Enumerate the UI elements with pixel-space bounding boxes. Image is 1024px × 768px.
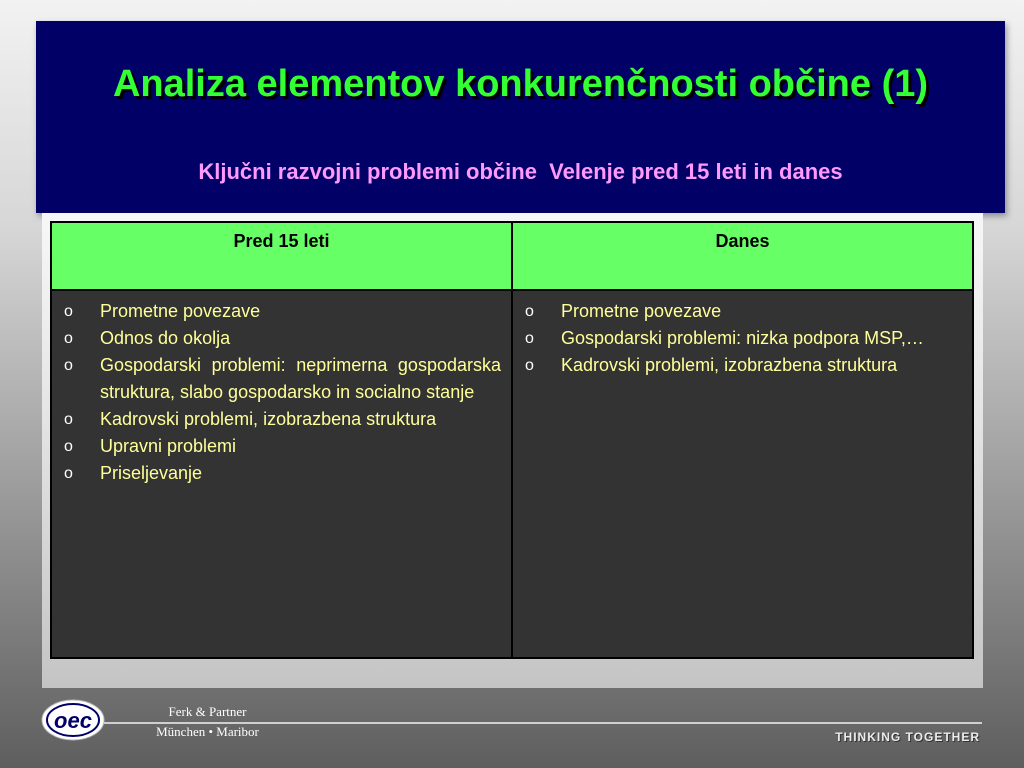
company-name: Ferk & Partner [168,704,247,719]
column-cell-now [513,291,972,657]
problem-list-before [62,298,501,487]
problem-list-now [523,298,962,379]
company-cities: München • Maribor [156,724,259,739]
tagline: THINKING TOGETHER [835,730,980,744]
list-item-text: Odnos do okolja [100,328,231,348]
circle-bullet-icon: o [525,330,534,347]
list-item-text: Upravni problemi [100,436,237,456]
list-item [62,433,501,460]
circle-bullet-icon: o [64,303,73,320]
list-item-text: Gospodarski problemi: nizka podpora MSP,… [561,328,924,348]
list-item-text: Priseljevanje [100,463,203,483]
list-item [62,325,501,352]
list-item [62,460,501,487]
circle-bullet-icon: o [64,411,73,428]
circle-bullet-icon: o [64,330,73,347]
slide-title: Analiza elementov konkurenčnosti občine (1) [112,63,929,105]
list-item-text: Prometne povezave [100,301,261,321]
list-item [523,298,962,325]
list-item-text: Gospodarski problemi: neprimerna gospodarska struktura, slabo gospodarsko in socialno stanje [100,355,501,402]
list-item-text: Kadrovski problemi, izobrazbena struktura [561,355,898,375]
circle-bullet-icon: o [64,465,73,482]
list-item [523,325,962,352]
slide-subtitle: Ključni razvojni problemi občine Velenje pred 15 leti in danes [198,159,843,184]
oec-logo [40,698,106,742]
column-header-before: Pred 15 leti [52,223,513,291]
list-item [523,352,962,379]
circle-bullet-icon: o [64,438,73,455]
list-item-text: Kadrovski problemi, izobrazbena struktura [100,409,437,429]
title-banner [36,21,1005,213]
circle-bullet-icon: o [64,357,73,374]
list-item [62,352,501,406]
column-cell-before [52,291,513,657]
list-item [62,406,501,433]
comparison-table [50,221,974,659]
list-item [62,298,501,325]
logo-text: oec [54,708,92,733]
circle-bullet-icon: o [525,303,534,320]
circle-bullet-icon: o [525,357,534,374]
list-item-text: Prometne povezave [561,301,722,321]
column-header-now: Danes [513,223,972,291]
